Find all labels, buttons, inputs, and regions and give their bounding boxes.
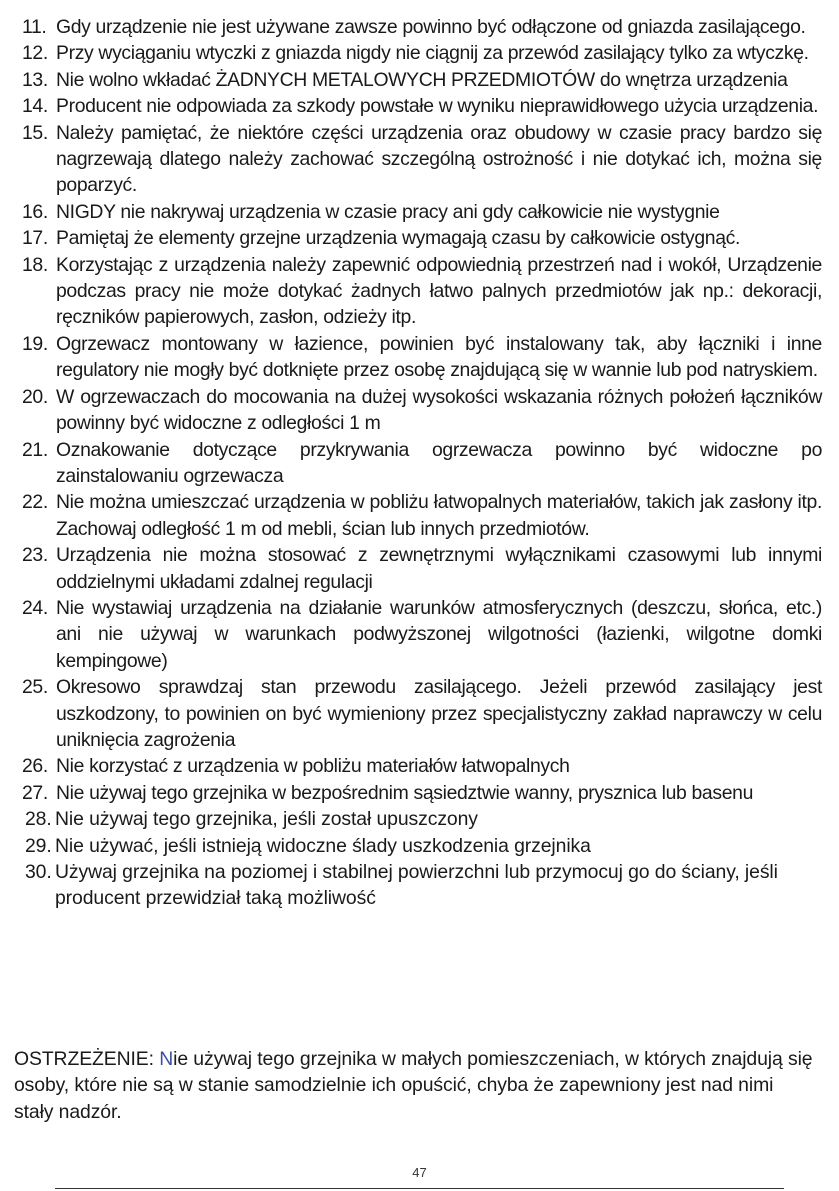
list-item-30 <box>22 859 822 912</box>
item-text: Pamiętaj że elementy grzejne urządzenia wymagają czasu by całkowicie ostygnąć. <box>56 227 741 250</box>
item-number: 19. <box>22 332 48 355</box>
item-number: 17. <box>22 227 48 250</box>
item-number: 20. <box>22 385 48 408</box>
warning-label: OSTRZEŻENIE: <box>14 1048 160 1070</box>
warning-text: ie używaj tego grzejnika w małych pomieszczeniach, w których znajdują się osoby, które nie są w stanie samodzielnie ich opuścić, chyba że zapewniony jest nad nimi stały nadzór. <box>14 1048 813 1123</box>
page-number: 47 <box>412 1165 427 1180</box>
list-item-27 <box>22 780 822 806</box>
item-text: Nie korzystać z urządzenia w pobliżu materiałów łatwopalnych <box>56 755 570 778</box>
item-number: 14. <box>22 95 48 118</box>
item-text: Nie można umieszczać urządzenia w pobliżu łatwopalnych materiałów, takich jak zasłony itp. Zachowaj odległość 1 m od mebli, ścian lub innych przedmiotów. <box>56 491 822 540</box>
item-text: Używaj grzejnika na poziomej i stabilnej powierzchni lub przymocuj go do ściany, jeśli producent przewidział taką możliwość <box>55 861 778 910</box>
item-text: Urządzenia nie można stosować z zewnętrznymi wyłącznikami czasowymi lub innymi oddzielnymi układami zdalnej regulacji <box>56 544 822 593</box>
item-number: 15. <box>22 121 48 144</box>
item-number: 11. <box>22 16 47 38</box>
item-text: Nie używać, jeśli istnieją widoczne ślady uszkodzenia grzejnika <box>55 834 591 857</box>
item-number: 13. <box>22 68 48 91</box>
item-number: 24. <box>22 596 48 619</box>
item-text: NIGDY nie nakrywaj urządzenia w czasie pracy ani gdy całkowicie nie wystygnie <box>56 200 720 223</box>
item-text: Nie używaj tego grzejnika w bezpośrednim sąsiedztwie wanny, prysznica lub basenu <box>56 781 753 804</box>
item-number: 28. <box>25 808 52 831</box>
list-item-22 <box>22 489 822 542</box>
item-number: 26. <box>22 755 48 778</box>
list-item-23 <box>22 542 822 595</box>
list-item-11 <box>22 14 822 40</box>
list-item-18 <box>22 252 822 331</box>
item-number: 16. <box>22 200 48 223</box>
item-text: Należy pamiętać, że niektóre części urządzenia oraz obudowy w czasie pracy bardzo się nagrzewają dlatego należy zachować szczególną ostrożność i nie dotykać ich, można się poparzyć. <box>56 121 822 197</box>
item-number: 12. <box>22 42 48 65</box>
list-item-15 <box>22 120 822 199</box>
list-item-25 <box>22 674 822 753</box>
item-text: Korzystając z urządzenia należy zapewnić odpowiednią przestrzeń nad i wokół, Urządzenie podczas pracy nie może dotykać żadnych łatwo palnych przedmiotów jak np.: dekoracji, ręczników papierowych, zasłon, odzieży itp. <box>56 253 822 329</box>
list-item-19 <box>22 331 822 384</box>
item-text: W ogrzewaczach do mocowania na dużej wysokości wskazania różnych położeń łączników powinny być widoczne z odległości 1 m <box>56 385 822 435</box>
list-item-14 <box>22 93 822 119</box>
item-number: 30. <box>25 861 52 883</box>
item-number: 22. <box>22 491 48 514</box>
item-number: 29. <box>25 834 52 857</box>
list-item-21 <box>22 437 822 490</box>
item-text: Gdy urządzenie nie jest używane zawsze powinno być odłączone od gniazda zasilającego. <box>56 16 806 38</box>
item-text: Nie wolno wkładać ŻADNYCH METALOWYCH PRZEDMIOTÓW do wnętrza urządzenia <box>56 68 788 91</box>
item-text: Przy wyciąganiu wtyczki z gniazda nigdy nie ciągnij za przewód zasilający tylko za wtyczkę. <box>56 42 809 65</box>
warning-first-letter: N <box>159 1048 174 1070</box>
list-item-29 <box>22 833 822 859</box>
item-text: Nie używaj tego grzejnika, jeśli został upuszczony <box>55 808 478 831</box>
list-item-17 <box>22 225 822 251</box>
warning-paragraph <box>14 1046 814 1125</box>
item-text: Nie wystawiaj urządzenia na działanie warunków atmosferycznych (deszczu, słońca, etc.) ani nie używaj w warunkach podwyższonej wilgotności (łazienki, wilgotne domki kempingowe) <box>56 596 822 672</box>
list-item-28 <box>22 806 822 832</box>
item-number: 27. <box>22 781 48 804</box>
item-text: Oznakowanie dotyczące przykrywania ogrzewacza powinno być widoczne po zainstalowaniu ogrzewacza <box>56 438 822 487</box>
item-text: Producent nie odpowiada za szkody powstałe w wyniku nieprawidłowego użycia urządzenia. <box>56 95 819 118</box>
list-item-16 <box>22 199 822 225</box>
item-text: Okresowo sprawdzaj stan przewodu zasilającego. Jeżeli przewód zasilający jest uszkodzony, to powinien on być wymieniony przez specjalistyczny zakład naprawczy w celu uniknięcia zagrożenia <box>56 676 822 751</box>
footer-rule <box>55 1188 784 1189</box>
item-number: 23. <box>22 544 48 567</box>
list-item-20 <box>22 384 822 437</box>
item-number: 25. <box>22 676 48 699</box>
item-number: 18. <box>22 253 48 276</box>
item-text: Ogrzewacz montowany w łazience, powinien być instalowany tak, aby łączniki i inne regulatory nie mogły być dotknięte przez osobę znajdującą się w wannie lub pod natryskiem. <box>56 332 822 382</box>
list-item-26 <box>22 753 822 779</box>
safety-instructions-list <box>22 14 822 912</box>
list-item-12 <box>22 40 822 66</box>
list-item-24 <box>22 595 822 674</box>
list-item-13 <box>22 67 822 93</box>
item-number: 21. <box>22 438 48 461</box>
